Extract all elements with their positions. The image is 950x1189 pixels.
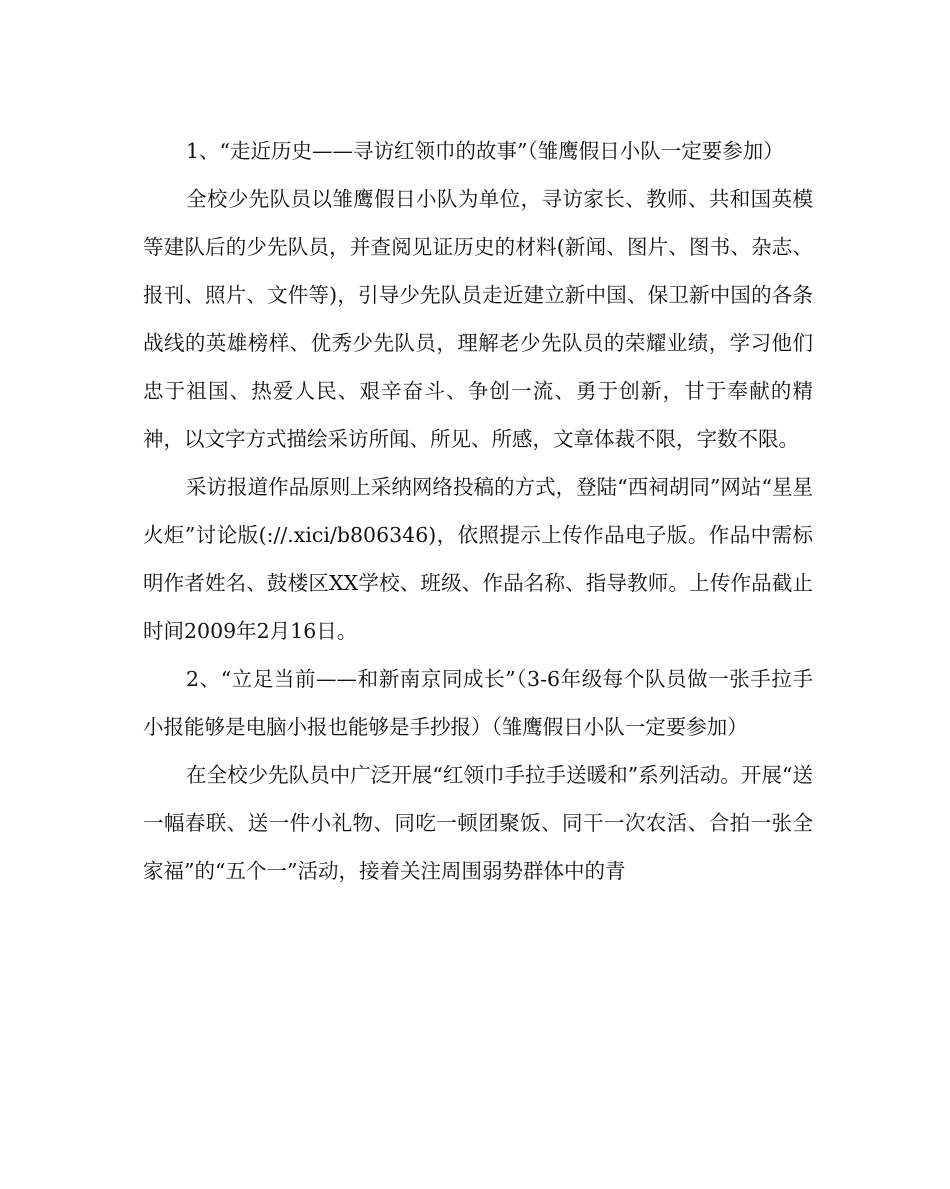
paragraph-activity-2-description: 在全校少先队员中广泛开展“红领巾手拉手送暖和”系列活动。开展“送一幅春联、送一件小礼物、同吃一顿团聚饭、同干一次农活、合拍一张全家福”的“五个一”活动，接着关注周围弱势群体中的青	[143, 763, 813, 883]
paragraph-submission-instructions: 采访报道作品原则上采纳网络投稿的方式，登陆“西祠胡同”网站“星星火炬”讨论版(://.xici/b806346)，依照提示上传作品电子版。作品中需标明作者姓名、鼓楼区XX学校、班级、作品名称、指导教师。上传作品截止时间2009年2月16日。	[143, 475, 813, 643]
paragraph-activity-1-description: 全校少先队员以雏鹰假日小队为单位，寻访家长、教师、共和国英模等建队后的少先队员，并查阅见证历史的材料(新闻、图片、图书、杂志、报刊、照片、文件等)，引导少先队员走近建立新中国、保卫新中国的各条战线的英雄榜样、优秀少先队员，理解老少先队员的荣耀业绩，学习他们忠于祖国、热爱人民、艰辛奋斗、争创一流、勇于创新，甘于奉献的精神，以文字方式描绘采访所闻、所见、所感，文章体裁不限，字数不限。	[143, 187, 813, 451]
paragraph-activity-1-title: 1、“走近历史——寻访红领巾的故事”（雏鹰假日小队一定要参加）	[186, 139, 784, 163]
document-body	[143, 127, 813, 895]
paragraph-activity-2-title: 2、“立足当前——和新南京同成长”（3-6年级每个队员做一张手拉手小报能够是电脑小报也能够是手抄报）（雏鹰假日小队一定要参加）	[143, 667, 813, 739]
